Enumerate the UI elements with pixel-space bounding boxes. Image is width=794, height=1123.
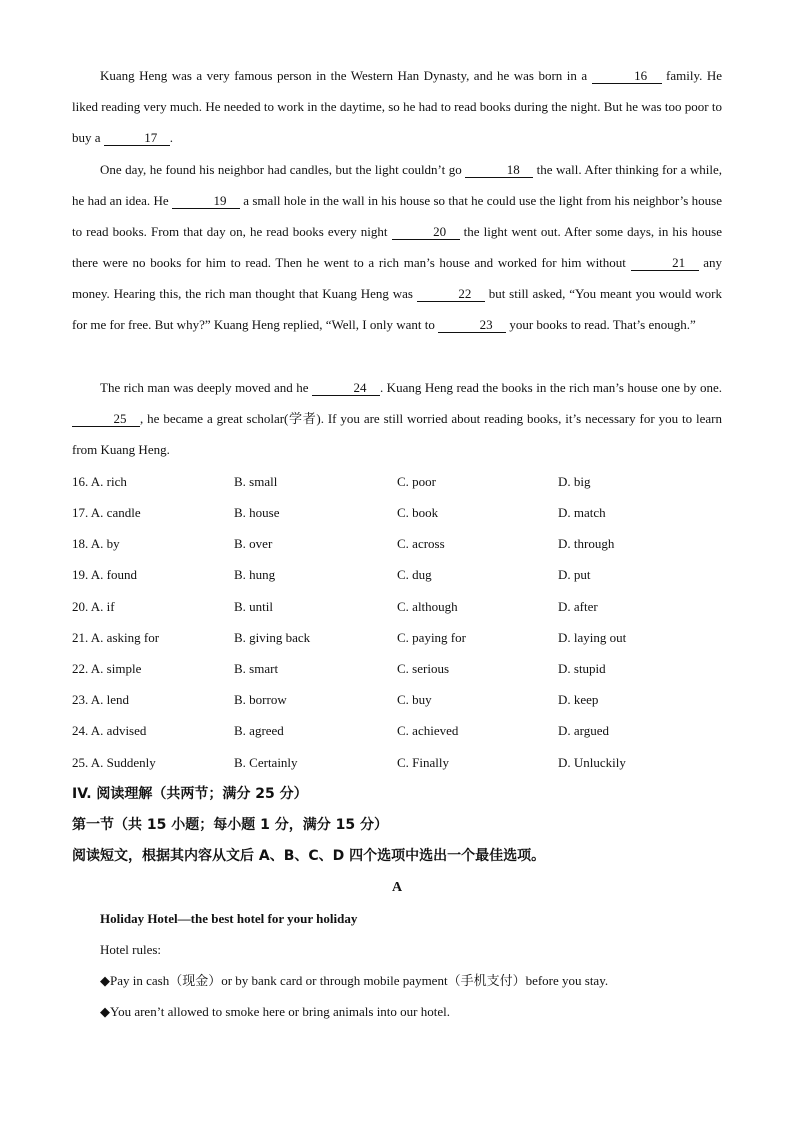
option-c: C. book xyxy=(397,505,439,520)
option-b: B. house xyxy=(234,505,280,520)
option-c: C. paying for xyxy=(397,630,466,645)
option-a: 22. A. simple xyxy=(72,661,142,676)
text: One day, he found his neighbor had candles, but the light couldn’t go xyxy=(100,162,466,177)
option-d: D. match xyxy=(558,505,606,520)
question-23-options xyxy=(72,690,732,710)
text: the light went out. After some days, in his house there were no books for him to read. Then he went to a rich man’s house and worked for him without xyxy=(72,224,722,270)
option-d: D. argued xyxy=(558,723,610,738)
option-b: B. Certainly xyxy=(234,755,298,770)
blank-23: 23 xyxy=(438,318,506,333)
hotel-rules-label: Hotel rules: xyxy=(100,942,162,957)
blank-22: 22 xyxy=(417,287,485,302)
option-b: B. smart xyxy=(234,661,279,676)
hotel-rule-1: ◆Pay in cash（现金）or by bank card or through mobile payment（手机支付）before you stay. xyxy=(100,973,609,988)
question-18-options xyxy=(72,534,732,554)
option-a: 25. A. Suddenly xyxy=(72,755,156,770)
question-17-options xyxy=(72,503,732,523)
text: the wall. After thinking for a while, he had an idea. He xyxy=(72,162,723,208)
text: a small hole in the wall in his house so that he could use the light from his neighbor’s house to read books. From that day on, he read books every night xyxy=(72,193,722,239)
passage-paragraph-3 xyxy=(72,372,722,465)
text: , he became a great scholar(学者). If you are still worried about reading books, it’s necessary for you to learn from Kuang Heng. xyxy=(72,411,722,457)
option-a: 23. A. lend xyxy=(72,692,130,707)
option-a: 24. A. advised xyxy=(72,723,147,738)
hotel-title: Holiday Hotel—the best hotel for your holiday xyxy=(100,911,358,926)
text: Kuang Heng was a very famous person in the Western Han Dynasty, and he was born in a xyxy=(100,68,592,83)
option-d: D. put xyxy=(558,567,591,582)
question-16-options xyxy=(72,472,732,492)
option-b: B. agreed xyxy=(234,723,284,738)
option-d: D. laying out xyxy=(558,630,627,645)
passage-paragraph-2 xyxy=(72,154,722,340)
section-title: IV. 阅读理解（共两节；满分 25 分） xyxy=(72,786,308,802)
option-c: C. dug xyxy=(397,567,432,582)
option-a: 21. A. asking for xyxy=(72,630,160,645)
question-24-options xyxy=(72,721,732,741)
option-d: D. big xyxy=(558,474,591,489)
option-b: B. borrow xyxy=(234,692,287,707)
option-b: B. over xyxy=(234,536,273,551)
option-d: D. Unluckily xyxy=(558,755,626,770)
section-instruction: 阅读短文，根据其内容从文后 A、B、C、D 四个选项中选出一个最佳选项。 xyxy=(72,848,546,864)
option-a: 16. A. rich xyxy=(72,474,127,489)
blank-18: 18 xyxy=(465,163,533,178)
text: The rich man was deeply moved and he xyxy=(100,380,312,395)
blank-25: 25 xyxy=(72,412,140,427)
option-b: B. giving back xyxy=(234,630,311,645)
option-b: B. hung xyxy=(234,567,276,582)
text: your books to read. That’s enough.” xyxy=(506,317,696,332)
blank-17: 17 xyxy=(104,131,170,146)
option-d: D. through xyxy=(558,536,615,551)
blank-21: 21 xyxy=(631,256,699,271)
passage-letter: A xyxy=(391,880,403,895)
option-c: C. serious xyxy=(397,661,449,676)
blank-24: 24 xyxy=(312,381,380,396)
option-a: 20. A. if xyxy=(72,599,115,614)
hotel-rule-2: ◆You aren’t allowed to smoke here or bring animals into our hotel. xyxy=(100,1004,450,1019)
section-part-title: 第一节（共 15 小题；每小题 1 分，满分 15 分） xyxy=(72,817,388,833)
option-c: C. achieved xyxy=(397,723,459,738)
option-c: C. although xyxy=(397,599,458,614)
question-22-options xyxy=(72,659,732,679)
option-b: B. small xyxy=(234,474,278,489)
text: . xyxy=(169,130,174,145)
blank-20: 20 xyxy=(392,225,460,240)
option-c: C. buy xyxy=(397,692,432,707)
text: but still asked, “You meant you would work for me for free. But why?” Kuang Heng replied, “Well, I only want to xyxy=(72,286,722,332)
question-19-options xyxy=(72,565,732,585)
question-20-options xyxy=(72,597,732,617)
option-a: 17. A. candle xyxy=(72,505,141,520)
text: any money. Hearing this, the rich man thought that Kuang Heng was xyxy=(72,255,722,301)
option-b: B. until xyxy=(234,599,274,614)
option-d: D. keep xyxy=(558,692,599,707)
text: . Kuang Heng read the books in the rich man’s house one by one. xyxy=(379,380,722,395)
option-c: C. poor xyxy=(397,474,436,489)
option-d: D. stupid xyxy=(558,661,606,676)
option-d: D. after xyxy=(558,599,598,614)
blank-19: 19 xyxy=(172,194,240,209)
text: family. He liked reading very much. He needed to work in the daytime, so he had to read books during the night. But he was too poor to buy a xyxy=(72,68,722,145)
question-25-options xyxy=(72,753,732,773)
option-a: 19. A. found xyxy=(72,567,137,582)
option-c: C. Finally xyxy=(397,755,450,770)
blank-16: 16 xyxy=(592,69,662,84)
option-c: C. across xyxy=(397,536,445,551)
option-a: 18. A. by xyxy=(72,536,120,551)
question-21-options xyxy=(72,628,732,648)
passage-paragraph-1 xyxy=(72,60,722,153)
